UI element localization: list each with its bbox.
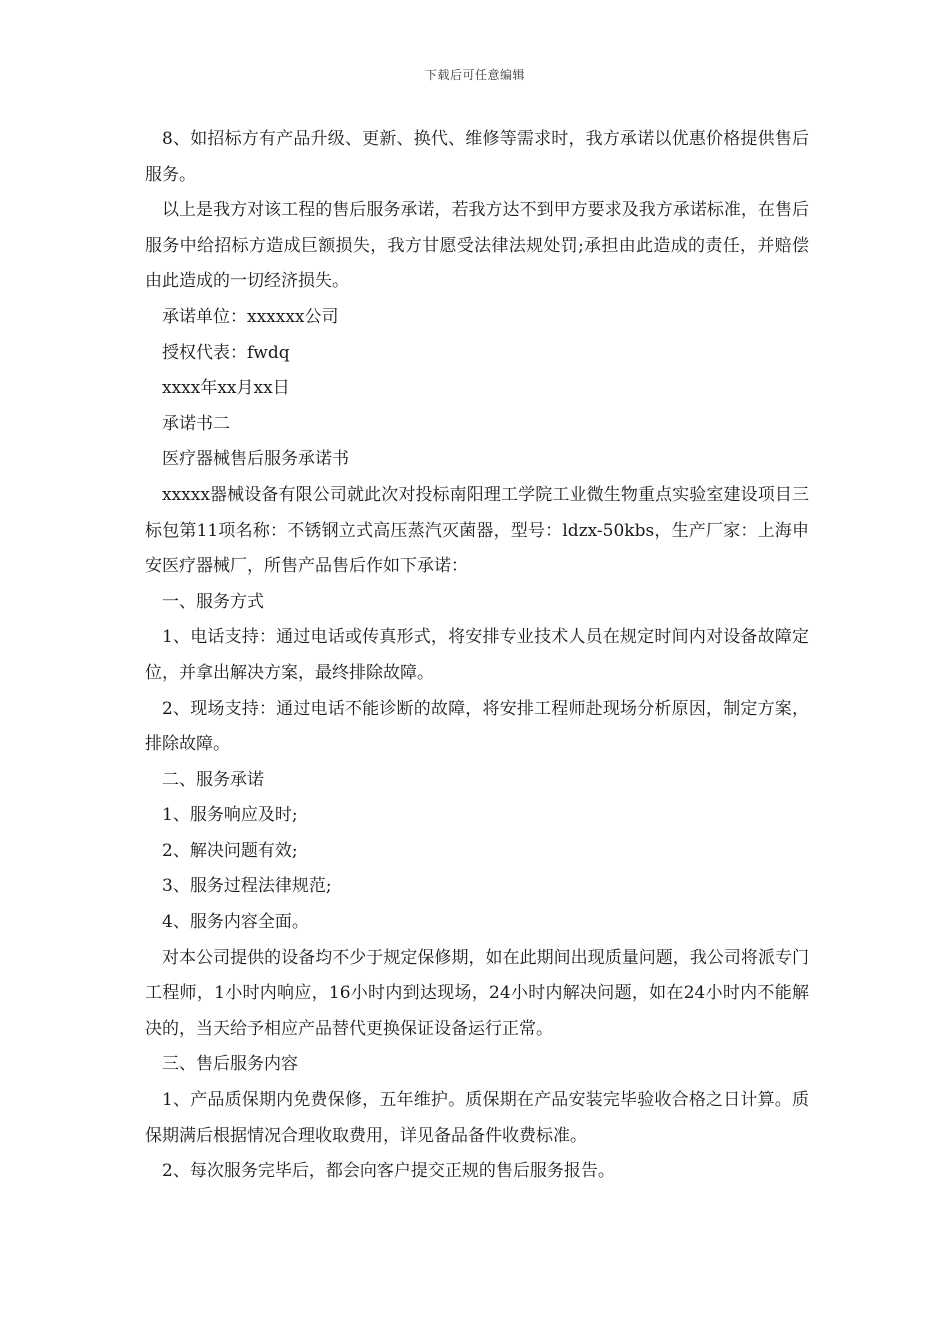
paragraph-committing-unit: 承诺单位：xxxxxx公司 — [162, 306, 339, 327]
paragraph-promise-4: 4、服务内容全面。 — [162, 912, 309, 933]
paragraph-upgrade-commitment: 8、如招标方有产品升级、更新、换代、维修等需求时，我方承诺以优惠价格提供售后服务。 — [145, 129, 809, 185]
paragraph-letter-two-title: 承诺书二 — [162, 413, 230, 434]
paragraph-section-service-promise: 二、服务承诺 — [162, 769, 264, 790]
paragraph-section-after-sales: 三、售后服务内容 — [162, 1054, 298, 1075]
paragraph-promise-1: 1、服务响应及时; — [162, 805, 298, 826]
paragraph-medical-letter-title: 医疗器械售后服务承诺书 — [162, 449, 349, 470]
paragraph-warranty-response: 对本公司提供的设备均不少于规定保修期，如在此期间出现质量问题，我公司将派专门工程师，1小时内响应，16小时内到达现场，24小时内解决问题，如在24小时内不能解决的，当天给予相应产品替代更换保证设备运行正常。 — [145, 947, 809, 1039]
paragraph-section-service-mode: 一、服务方式 — [162, 591, 264, 612]
paragraph-authorized-rep: 授权代表：fwdq — [162, 342, 290, 363]
paragraph-after-sales-1: 1、产品质保期内免费保修，五年维护。质保期在产品安装完毕验收合格之日计算。质保期满后根据情况合理收取费用，详见备品备件收费标准。 — [145, 1090, 809, 1146]
paragraph-onsite-support: 2、现场支持：通过电话不能诊断的故障，将安排工程师赴现场分析原因，制定方案，排除故障。 — [145, 698, 809, 755]
paragraph-promise-3: 3、服务过程法律规范; — [162, 876, 332, 897]
paragraph-phone-support: 1、电话支持：通过电话或传真形式，将安排专业技术人员在规定时间内对设备故障定位，并拿出解决方案，最终排除故障。 — [145, 627, 809, 683]
paragraph-company-intro: xxxxx器械设备有限公司就此次对投标南阳理工学院工业微生物重点实验室建设项目三标包第11项名称：不锈钢立式高压蒸汽灭菌器，型号：ldzx-50kbs，生产厂家：上海申安医疗器械厂，所售产品售后作如下承诺： — [145, 484, 809, 577]
document-body — [145, 122, 809, 1190]
paragraph-date: xxxx年xx月xx日 — [162, 378, 290, 399]
paragraph-commitment-summary: 以上是我方对该工程的售后服务承诺，若我方达不到甲方要求及我方承诺标准，在售后服务中给招标方造成巨额损失，我方甘愿受法律法规处罚;承担由此造成的责任，并赔偿由此造成的一切经济损失。 — [145, 200, 809, 292]
page-header: 下载后可任意编辑 — [424, 68, 525, 82]
paragraph-after-sales-2: 2、每次服务完毕后，都会向客户提交正规的售后服务报告。 — [162, 1161, 615, 1182]
paragraph-promise-2: 2、解决问题有效; — [162, 840, 298, 861]
